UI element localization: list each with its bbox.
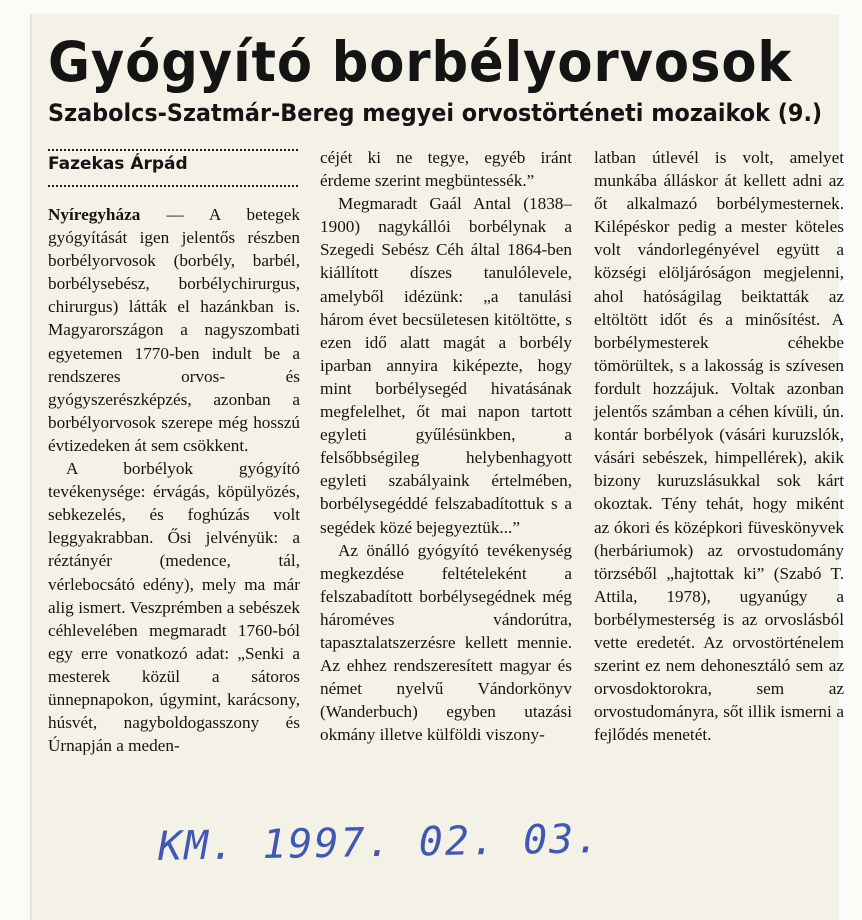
paragraph: céjét ki ne tegye, egyéb iránt érdeme szerint megbüntessék.” xyxy=(320,148,572,191)
handwritten-date-note: KM. 1997. 02. 03. xyxy=(157,816,602,870)
author-rule-top xyxy=(48,149,298,151)
paragraph: latban útlevél is volt, amelyet munkába álláskor át kellett adni az őt alkalmazó borbélymesternek. Kilépéskor pedig a mester köteles volt vándorlegényével együtt a községi elöljáróságon megjelenni, ahol hatóságilag beiktatták az eltöltött időt és a minősítést. A borbélymesterek céhekbe tömörültek, s a lakosság is szívesen fordult hozzájuk. Voltak azonban jelentős számban a céhen kívüli, ún. kontár borbélyok (vásári kuruzslók, vásári sebészek, himpellérek), akik bizony kuruzslásukkal sok kárt okoztak. Tény tehát, hogy miként az ókori és középkori füveskönyvek (herbáriumok) az orvostudomány törzséből „hajtottak ki” (Szabó T. Attila, 1978), ugyanúgy a borbélymesterség is az orvoslásból vette eredetét. Az orvostörténelem szerint ez nem dehonesztáló sem az orvosdoktorokra, sem az orvostudományra, sőt illik ismerni a fejlődés menetét. xyxy=(594,148,844,745)
paragraph: Az önálló gyógyító tevékenység megkezdése feltételeként a felszabadított borbélysegédnek még hároméves vándorútra, tapasztalatszerzésre kellett mennie. Az ehhez rendszeresített magyar és német nyelvű Vándorkönyv (Wanderbuch) egyben utazási okmány illetve külföldi viszony- xyxy=(320,540,572,745)
author-rule-bottom xyxy=(48,185,298,187)
paragraph: Megmaradt Gaál Antal (1838–1900) nagykállói borbélynak a Szegedi Sebész Céh által 1864-ben kiállított díszes tanulólevele, amelyből idézünk: „a tanulási három évet becsületesen kitöltötte, s ezen idő alatt magát a borbély iparban annyira kiképezte, hogy mint borbélysegéd hivatásának megfelelhet, őt mai napon tartott egyleti gyűlésünkben, a felsőbbségileg helybenhagyott egyleti szabályaink értelmében, borbélysegéddé felszabadítottuk s a segédek közé bejegyeztük...” xyxy=(320,194,572,537)
article-column-1 xyxy=(48,203,300,757)
paragraph xyxy=(48,203,300,457)
headline: Gyógyító borbélyorvosok xyxy=(48,30,793,94)
author-byline: Fazekas Árpád xyxy=(48,154,188,174)
subheadline: Szabolcs-Szatmár-Bereg megyei orvostörténeti mozaikok (9.) xyxy=(48,99,823,127)
article-column-3 xyxy=(594,146,844,746)
article-column-2 xyxy=(320,146,572,746)
paragraph: A borbélyok gyógyító tevékenysége: érvágás, köpülyözés, sebkezelés, és foghúzás volt leggyakrabban. Ősi jelvényük: a réztányér (medence, tál, vérlebocsátó edény), mely ma már alig ismert. Veszprémben a sebészek céhlevelében megmaradt 1760-ból egy erre vonatkozó adat: „Senki a mesterek közül a sátoros ünnepnapokon, úgymint, karácsony, húsvét, nagyboldogasszony és Úrnapján a meden- xyxy=(48,459,300,756)
paragraph-text: — A betegek gyógyítását igen jelentős részben borbélyorvosok (borbély, barbél, borbélysebész, borbélychirurgus, chirurgus) látták el hazánkban is. Magyarországon a nagyszombati egyetemen 1770-ben indult be a rendszeres orvos- és gyógyszerészképzés, azonban a borbélyorvosok szerepe még hosszú évtizedeken át sem csökkent. xyxy=(48,205,300,455)
dateline: Nyíregyháza xyxy=(48,205,141,224)
